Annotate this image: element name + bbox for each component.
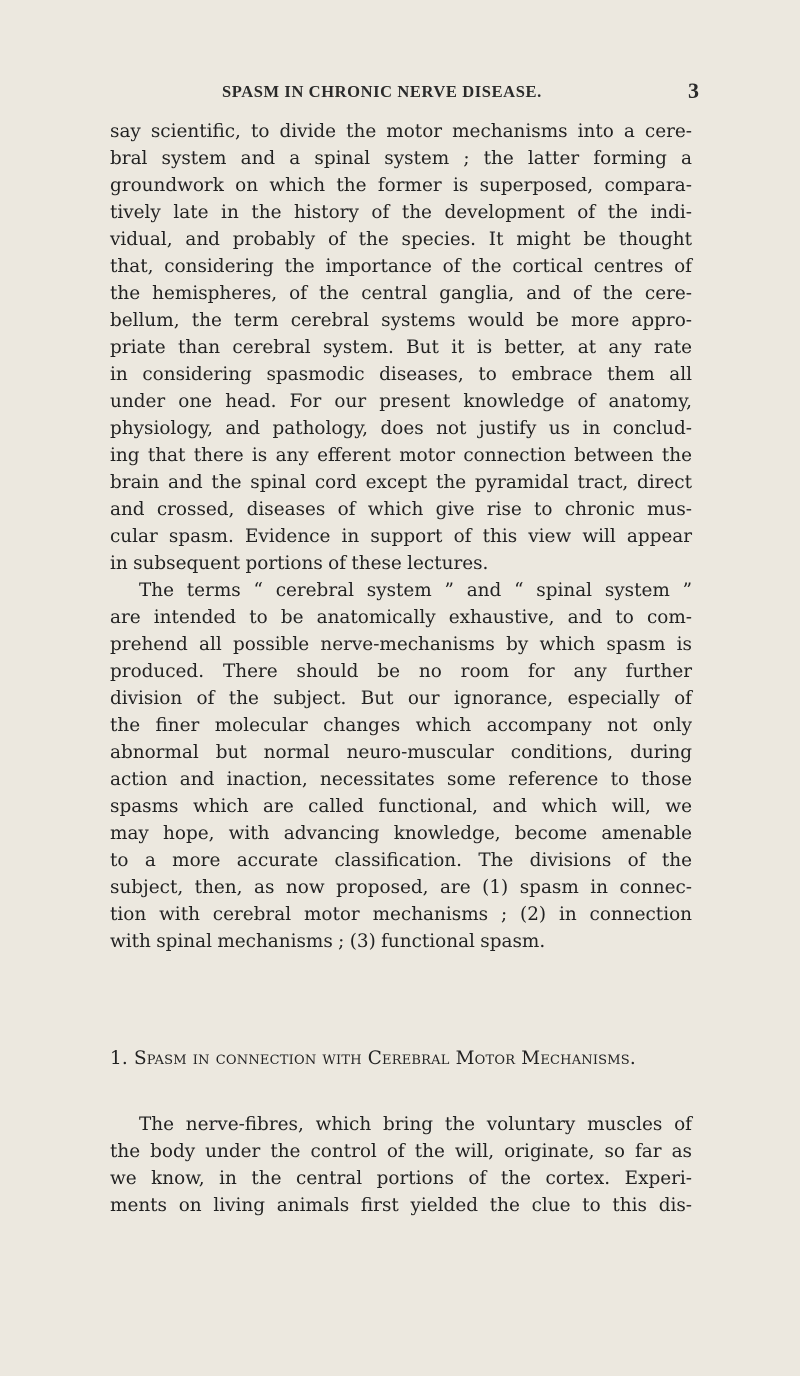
text-line: the finer molecular changes which accompany not only: [110, 715, 692, 736]
text-line: subject, then, as now proposed, are (1) spasm in connec-: [110, 877, 692, 898]
text-line: produced. There should be no room for any further: [110, 661, 692, 682]
text-line: vidual, and probably of the species. It might be thought: [110, 229, 692, 250]
text-line: may hope, with advancing knowledge, become amenable: [110, 823, 692, 844]
text-line: the hemispheres, of the central ganglia, and of the cere-: [110, 283, 692, 304]
paragraph-2: [110, 577, 692, 955]
page-number: 3: [688, 78, 699, 103]
text-line: tively late in the history of the development of the indi-: [110, 202, 692, 223]
text-line: with spinal mechanisms ; (3) functional spasm.: [110, 931, 546, 952]
text-line: brain and the spinal cord except the pyramidal tract, direct: [110, 472, 692, 493]
text-line: the body under the control of the will, originate, so far as: [110, 1141, 692, 1162]
text-line: action and inaction, necessitates some reference to those: [110, 769, 692, 790]
text-line: to a more accurate classification. The divisions of the: [110, 850, 692, 871]
text-line: The terms “ cerebral system ” and “ spinal system ”: [139, 580, 692, 601]
text-line: under one head. For our present knowledge of anatomy,: [110, 391, 692, 412]
text-line: bellum, the term cerebral systems would be more appro-: [110, 310, 692, 331]
paragraph-1: [110, 118, 692, 577]
section-title: Spasm in connection with Cerebral Motor Mechanisms.: [134, 1048, 636, 1069]
text-line: say scientific, to divide the motor mechanisms into a cere-: [110, 121, 692, 142]
text-line: physiology, and pathology, does not justify us in conclud-: [110, 418, 692, 439]
text-line: groundwork on which the former is superposed, compara-: [110, 175, 692, 196]
body-text-continued: [110, 1111, 692, 1219]
text-line: ing that there is any efferent motor connection between the: [110, 445, 692, 466]
text-line: abnormal but normal neuro-muscular conditions, during: [110, 742, 692, 763]
text-line: division of the subject. But our ignorance, especially of: [110, 688, 692, 709]
body-text: [110, 118, 692, 955]
text-line: prehend all possible nerve-mechanisms by which spasm is: [110, 634, 692, 655]
text-line: in considering spasmodic diseases, to embrace them all: [110, 364, 692, 385]
text-line: we know, in the central portions of the cortex. Experi-: [110, 1168, 692, 1189]
paragraph-3: [110, 1111, 692, 1219]
text-line: ments on living animals first yielded the clue to this dis-: [110, 1195, 692, 1216]
section-heading: [110, 1045, 700, 1072]
text-line: are intended to be anatomically exhaustive, and to com-: [110, 607, 692, 628]
text-line: bral system and a spinal system ; the latter forming a: [110, 148, 692, 169]
text-line: spasms which are called functional, and which will, we: [110, 796, 692, 817]
text-line: and crossed, diseases of which give rise to chronic mus-: [110, 499, 692, 520]
text-line: cular spasm. Evidence in support of this view will appear: [110, 526, 692, 547]
text-line: The nerve-fibres, which bring the voluntary muscles of: [139, 1114, 692, 1135]
running-title: SPASM IN CHRONIC NERVE DISEASE.: [222, 82, 542, 101]
text-line: priate than cerebral system. But it is better, at any rate: [110, 337, 692, 358]
section-number: 1.: [110, 1048, 128, 1069]
running-head: [0, 78, 800, 108]
text-line: that, considering the importance of the cortical centres of: [110, 256, 692, 277]
text-line: tion with cerebral motor mechanisms ; (2) in connection: [110, 904, 692, 925]
text-line: in subsequent portions of these lectures.: [110, 553, 489, 574]
